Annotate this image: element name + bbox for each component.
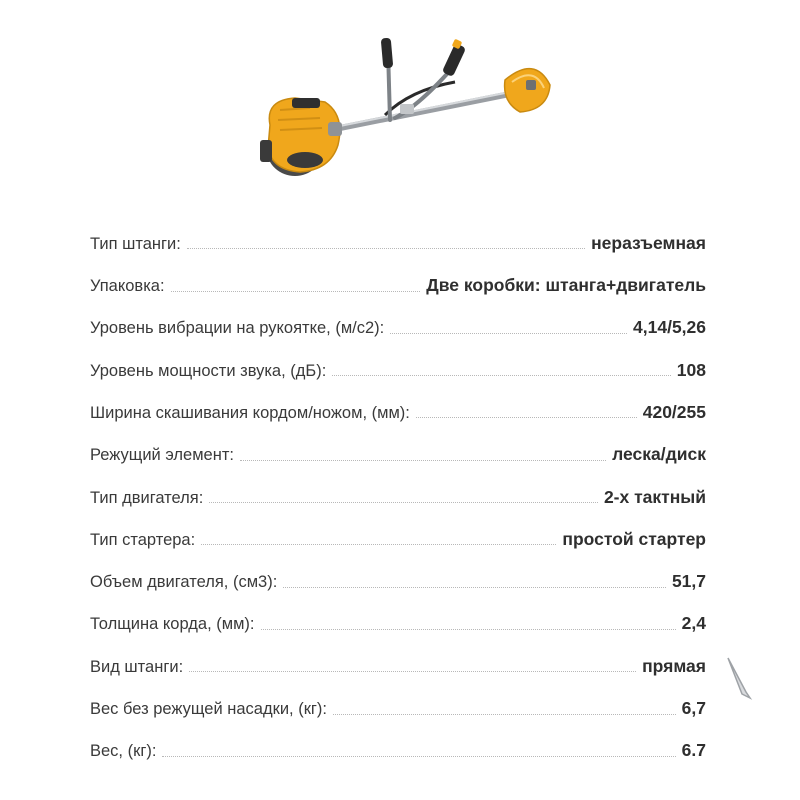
spec-label: Тип двигателя: [90,488,204,507]
dotted-leader [171,291,421,292]
spec-value: 2,4 [681,613,706,634]
spec-value: 4,14/5,26 [633,317,706,338]
pen-mark-icon [724,652,756,702]
brush-cutter-trimmer-icon [250,30,570,190]
specs-table [90,218,706,768]
dotted-leader [209,502,598,503]
spec-row-shaft-form [90,641,706,683]
spec-row-cutting-width [90,387,706,429]
spec-label: Режущий элемент: [90,446,234,465]
spec-label: Ширина скашивания кордом/ножом, (мм): [90,403,410,422]
dotted-leader [187,248,585,249]
spec-row-engine-type [90,472,706,514]
spec-label: Вид штанги: [90,657,184,676]
dotted-leader [390,333,627,334]
spec-row-vibration [90,303,706,345]
spec-row-engine-volume [90,556,706,598]
dotted-leader [261,629,676,630]
spec-row-starter-type [90,514,706,556]
spec-value: 420/255 [642,401,706,422]
spec-label: Уровень вибрации на рукоятке, (м/с2): [90,319,385,338]
spec-value: леска/диск [612,444,706,465]
spec-value: 6,7 [681,698,706,719]
dotted-leader [283,587,666,588]
dotted-leader [162,756,675,757]
dotted-leader [201,544,556,545]
spec-label: Объем двигателя, (см3): [90,573,278,592]
spec-label: Толщина корда, (мм): [90,615,255,634]
spec-label: Вес, (кг): [90,742,157,761]
dotted-leader [416,417,637,418]
spec-row-cutting-element [90,429,706,471]
spec-value: прямая [642,655,706,676]
spec-label: Тип штанги: [90,234,181,253]
spec-label: Упаковка: [90,277,165,296]
spec-value: 51,7 [671,571,706,592]
spec-row-sound-power [90,345,706,387]
spec-label: Вес без режущей насадки, (кг): [90,700,328,719]
spec-value: Две коробки: штанга+двигатель [426,275,706,296]
dotted-leader [189,671,636,672]
spec-row-packaging [90,260,706,302]
product-image [250,30,570,190]
spec-value: 108 [676,359,706,380]
spec-value: 2-х тактный [603,486,706,507]
dotted-leader [240,460,606,461]
dotted-leader [332,375,670,376]
spec-value: неразъемная [591,232,706,253]
spec-row-weight [90,726,706,768]
spec-label: Тип стартера: [90,530,196,549]
spec-row-weight-no-attachment [90,683,706,725]
spec-label: Уровень мощности звука, (дБ): [90,361,327,380]
spec-value: простой стартер [562,528,706,549]
spec-row-shaft-type [90,218,706,260]
spec-value: 6.7 [681,740,706,761]
spec-row-line-thickness [90,599,706,641]
decorative-mark [724,652,756,702]
dotted-leader [333,714,676,715]
